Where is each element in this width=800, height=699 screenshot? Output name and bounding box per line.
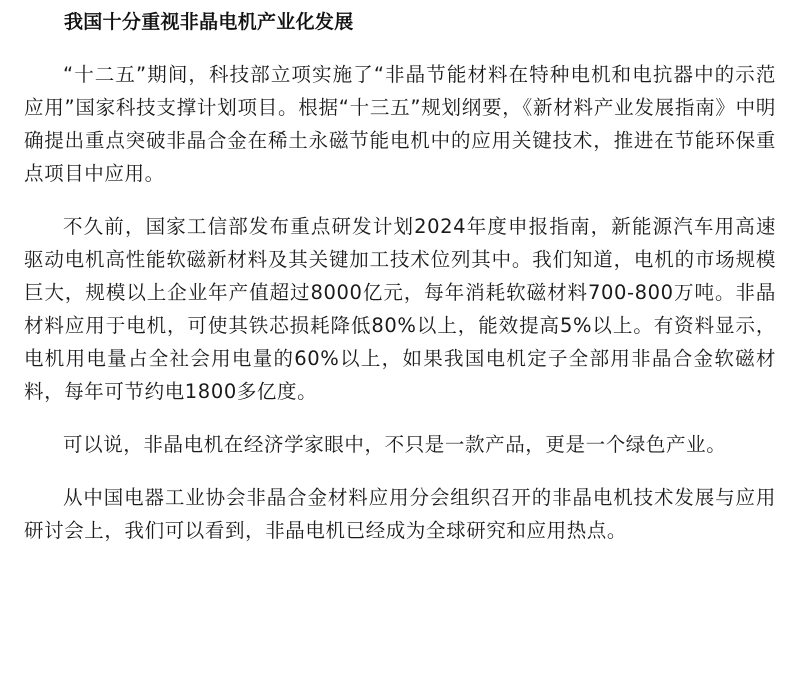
paragraph-3: 可以说，非晶电机在经济学家眼中，不只是一款产品，更是一个绿色产业。 [63, 433, 727, 456]
article-body [24, 0, 776, 547]
paragraph-4: 从中国电器工业协会非晶合金材料应用分会组织召开的非晶电机技术发展与应用研讨会上，我们可以看到，非晶电机已经成为全球研究和应用热点。 [24, 486, 776, 542]
section-heading: 我国十分重视非晶电机产业化发展 [64, 11, 354, 33]
paragraph-1: “十二五”期间，科技部立项实施了“非晶节能材料在特种电机和电抗器中的示范应用”国家科技支撑计划项目。根据“十三五”规划纲要，《新材料产业发展指南》中明确提出重点突破非晶合金在稀土永磁节能电机中的应用关键技术，推进在节能环保重点项目中应用。 [24, 63, 776, 185]
paragraph-2: 不久前，国家工信部发布重点研发计划2024年度申报指南，新能源汽车用高速驱动电机高性能软磁新材料及其关键加工技术位列其中。我们知道，电机的市场规模巨大，规模以上企业年产值超过8000亿元，每年消耗软磁材料700-800万吨。非晶材料应用于电机，可使其铁芯损耗降低80%以上，能效提高5%以上。有资料显示，电机用电量占全社会用电量的60%以上，如果我国电机定子全部用非晶合金软磁材料，每年可节约电1800多亿度。 [24, 215, 776, 403]
